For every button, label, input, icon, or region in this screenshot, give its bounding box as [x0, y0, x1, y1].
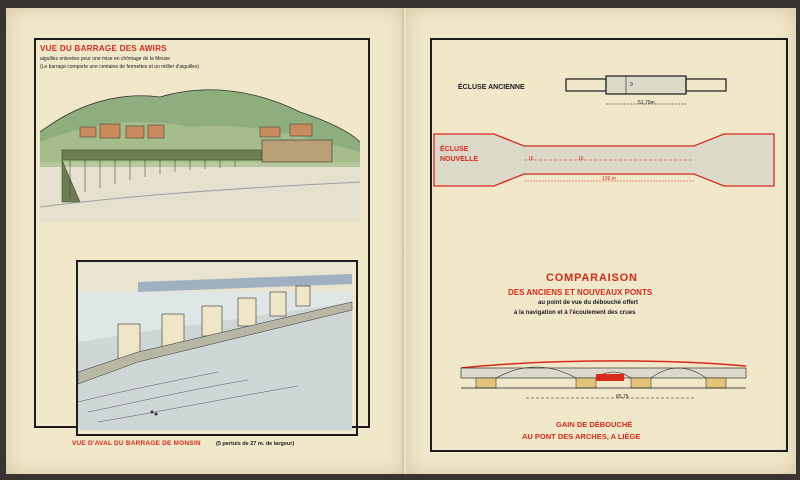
- comparaison-line2: à la navigation et à l'écoulement des crues: [514, 310, 636, 316]
- ecluse-ancienne-diagram: [566, 74, 726, 114]
- ecluse-ancienne-label: ÉCLUSE ANCIENNE: [458, 84, 525, 91]
- awirs-caption-line2: (Le barrage comporte une centaine de fermettes et un millier d'aiguilles): [40, 64, 200, 70]
- monsin-dam-illustration: [78, 262, 352, 430]
- ecluse-nouvelle-label-1: ÉCLUSE: [440, 146, 469, 153]
- ecluse-nouvelle-diagram: [434, 132, 774, 192]
- pont-des-arches-diagram: [456, 358, 756, 408]
- monsin-title: VUE D'AVAL DU BARRAGE DE MONSIN: [72, 440, 201, 447]
- monsin-note: (5 pertuis de 27 m. de largeur): [216, 441, 295, 447]
- ecluse-ancienne-length: 51,70m: [638, 100, 655, 106]
- awirs-dam-illustration: [40, 72, 360, 222]
- bridge-width-label: 65,75: [616, 394, 629, 400]
- ecluse-nouvelle-width-2: 16: [578, 156, 584, 162]
- ecluse-ancienne-width: 9: [630, 82, 633, 88]
- comparaison-subtitle: DES ANCIENS ET NOUVEAUX PONTS: [508, 288, 653, 297]
- gain-line2: AU PONT DES ARCHES, A LIÈGE: [522, 432, 641, 441]
- booklet-spread: [6, 8, 796, 474]
- awirs-caption-line1: aiguilles enlevées pour une mise en chômage de la Meuse: [40, 56, 171, 62]
- gain-line1: GAIN DE DÉBOUCHÉ: [556, 420, 633, 429]
- ecluse-nouvelle-length: 136 m: [602, 176, 616, 182]
- awirs-title: VUE DU BARRAGE DES AWIRS: [40, 44, 167, 53]
- comparaison-title: COMPARAISON: [546, 272, 638, 284]
- left-page: [6, 8, 404, 474]
- comparaison-line1: au point de vue du débouché offert: [538, 300, 639, 306]
- ecluse-nouvelle-label-2: NOUVELLE: [440, 156, 479, 163]
- ecluse-nouvelle-width-1: 16: [528, 156, 534, 162]
- right-page: [406, 8, 796, 474]
